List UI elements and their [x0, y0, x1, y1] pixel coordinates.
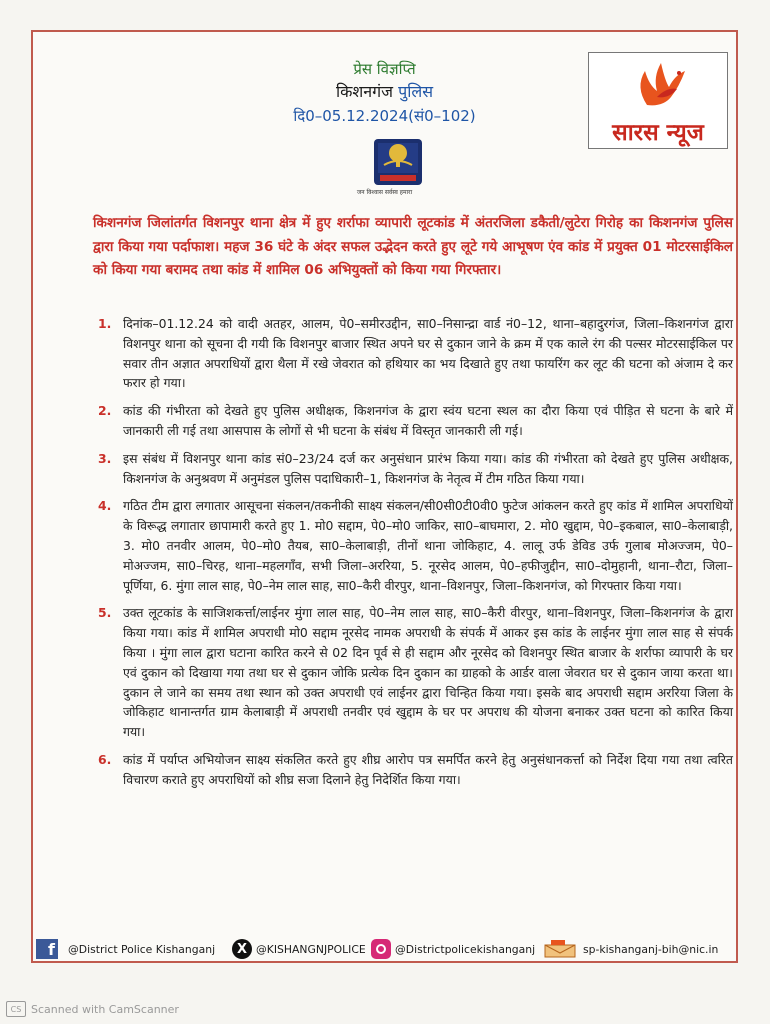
email-contact[interactable]	[543, 939, 718, 959]
item-number: 3.	[98, 450, 112, 466]
instagram-icon	[371, 939, 391, 959]
department-title-place: किशनगंज	[335, 82, 399, 101]
list-item	[98, 750, 733, 790]
press-headline: किशनगंज जिलांतर्गत विशनपुर थाना क्षेत्र में हुए शर्राफा व्यापारी लूटकांड में अंतरजिला डकैती/लुटेरा गिरोह का किशनगंज पुलिस द्वारा किया गया पर्दाफाश। महज 36 घंटे के अंदर सफल उद्भेदन करते हुए लूटे गये आभूषण एंव कांड में प्रयुक्त 01 मोटरसाईकिल को किया गया बरामद तथा कांड में शामिल 06 अभियुक्तों को किया गया गिरफ्तार।	[93, 215, 733, 278]
instagram-handle-text: @Districtpolicekishanganj	[395, 942, 536, 956]
list-item	[98, 314, 733, 393]
press-release-label: प्रेस विज्ञप्ति	[353, 60, 416, 78]
item-number: 4.	[98, 498, 112, 514]
item-number: 2.	[98, 403, 112, 419]
list-item	[98, 401, 733, 441]
mail-icon	[543, 939, 579, 959]
item-text: कांड में पर्याप्त अभियोजन साक्ष्य संकलित करते हुए शीघ्र आरोप पत्र समर्पित करने हेतु अनुसंधानकर्त्ता को निर्देश दिया गया तथा त्वरित विचारण कराते हुए अपराधियों को शीघ्र सजा दिलाने हेतु निदेर्शित किया गया।	[123, 751, 733, 787]
scanner-note: Scanned with CamScanner	[31, 1002, 179, 1016]
scanner-watermark	[6, 1001, 179, 1017]
department-title-police: पुलिस	[398, 82, 434, 101]
facebook-handle[interactable]	[36, 939, 215, 959]
item-text: कांड की गंभीरता को देखते हुए पुलिस अधीक्षक, किशनगंज के द्वारा स्वंय घटना स्थल का दौरा किया एवं पीड़ित से घटना के बारे में जानकारी ली गई तथा आसपास के लोगों से भी घटना के संबंध में विस्तृत जानकारी ली गई।	[123, 403, 733, 438]
release-date-number: दि0–05.12.2024(सं0–102)	[293, 107, 476, 125]
item-text: इस संबंध में विशनपुर थाना कांड सं0–23/24 दर्ज कर अनुसंधान प्रारंभ किया गया। कांड की गंभीरता को देखते हुए पुलिस अधीक्षक, किशनगंज के अनुश्रवण में अनुमंडल पुलिस पदाधिकारी–1, किशनगंज के नेतृत्व में टीम गठित किया गया।	[123, 450, 733, 486]
emblem-motto: जन विश्वास सर्वस्व हमारा	[356, 189, 413, 196]
list-item	[98, 496, 733, 595]
email-text: sp-kishanganj-bih@nic.in	[583, 942, 719, 956]
item-number: 6.	[98, 751, 112, 767]
list-item	[98, 449, 733, 489]
instagram-handle[interactable]	[371, 939, 535, 959]
item-text: दिनांक–01.12.24 को वादी अतहर, आलम, पे0–समीरउद्दीन, सा0–निसान्द्रा वार्ड नं0–12, थाना–बहादुरगंज, जिला–किशनगंज द्वारा विशनपुर थाना को सूचना दी गयी कि विशनपुर बाजार स्थित अपने घर से दुकान जाने के क्रम में एक काले रंग की पल्सर मोटरसाईकिल पर सवार तीन अज्ञात अपराधियों द्वारा थैला में रखे जेवरात को हथियार का भय दिखाते हुए तथा फायरिंग कर लूट की घटना को अंजाम दे कर फरार हो गया।	[123, 316, 733, 391]
police-emblem-icon	[368, 135, 428, 191]
item-number: 5.	[98, 605, 112, 621]
press-release-frame	[31, 30, 738, 963]
press-body-list	[98, 314, 733, 790]
list-item	[98, 603, 733, 742]
camscanner-icon: CS	[6, 1001, 26, 1017]
x-handle-text: @KISHANGNJPOLICE	[256, 942, 366, 956]
facebook-icon: f	[36, 939, 58, 959]
facebook-handle-text: @District Police Kishanganj	[68, 942, 216, 956]
bird-logo-icon	[627, 57, 691, 115]
press-header	[33, 32, 736, 232]
item-text: उक्त लूटकांड के साजिशकर्त्ता/लाईनर मुंगा लाल साह, पे0–नेम लाल साह, सा0–कैरी वीरपुर, थाना–विशनपुर, जिला–किशनगंज के द्वारा किया गया। कांड में शामिल अपराधी मो0 सद्दाम नूरसेद नामक अपराधी के संपर्क में आकर इस कांड के लाईनर मुंगा लाल साह से संपर्क किया । मुंगा लाल द्वारा घटाना कारित करने से 02 दिन पूर्व से ही सद्दाम और नूरसेद को विशनपुर स्थित बाजार के शर्राफा व्यापारी के घर एवं दुकान को दिखाया गया तथा घर से दुकान जोकि प्रत्येक दिन दुकान का ग्राहको के आर्डर वाला जेवरात घर से दुकान जाया करता था। दुकान ले जाने का समय तथा स्थान को उक्त अपराधी एवं लाईनर द्वारा चिन्हित किया गया। इसके बाद अपराधी सद्दाम अररिया जिला के जोकिहाट थानान्तर्गत ग्राम केलाबाड़ी में अपराधी तनवीर एवं खुद्दाम के घर पर अपराध की योजना बनाकर उक्त घटना को कारित किया गया।	[123, 605, 733, 740]
x-icon: X	[232, 939, 252, 959]
item-text: गठित टीम द्वारा लगातार आसूचना संकलन/तकनीकी साक्ष्य संकलन/सी0सी0टी0वी0 फुटेज आंकलन करते हुए कांड में शामिल अपराधियों के विरूद्ध लगातार छापामारी करते हुए 1. मो0 सद्दाम, पे0–मो0 जाकिर, सा0–बाघमारा, 2. मो0 खुद्दाम, पे0–इकबाल, सा0–केलाबाड़ी, 3. मो0 तनवीर आलम, पे0–मो0 तैयब, सा0–केलाबाड़ी, तीनों थाना जोकिहाट, 4. लालू उर्फ डेविड उर्फ गुलाब मोअज्जम, पे0–मोअज्जम, सा0–चिरह, थाना–महलगाँव, सभी जिला–अररिया, 5. नूरसेद आलम, पे0–हफीजुद्दीन, सा0–दोमुहानी, थाना–रौटा, जिला–पूर्णिया, 6. मुंगा लाल साह, पे0–नेम लाल साह, सा0–कैरी वीरपुर, थाना–विशनपुर, जिला–किशनगंज, को गिरफ्तार किया गया।	[123, 498, 733, 593]
saras-news-logo	[588, 52, 728, 149]
x-handle[interactable]	[232, 939, 366, 959]
item-number: 1.	[98, 316, 112, 331]
social-footer	[33, 937, 736, 961]
logo-text: सारस न्यूज	[612, 120, 704, 146]
